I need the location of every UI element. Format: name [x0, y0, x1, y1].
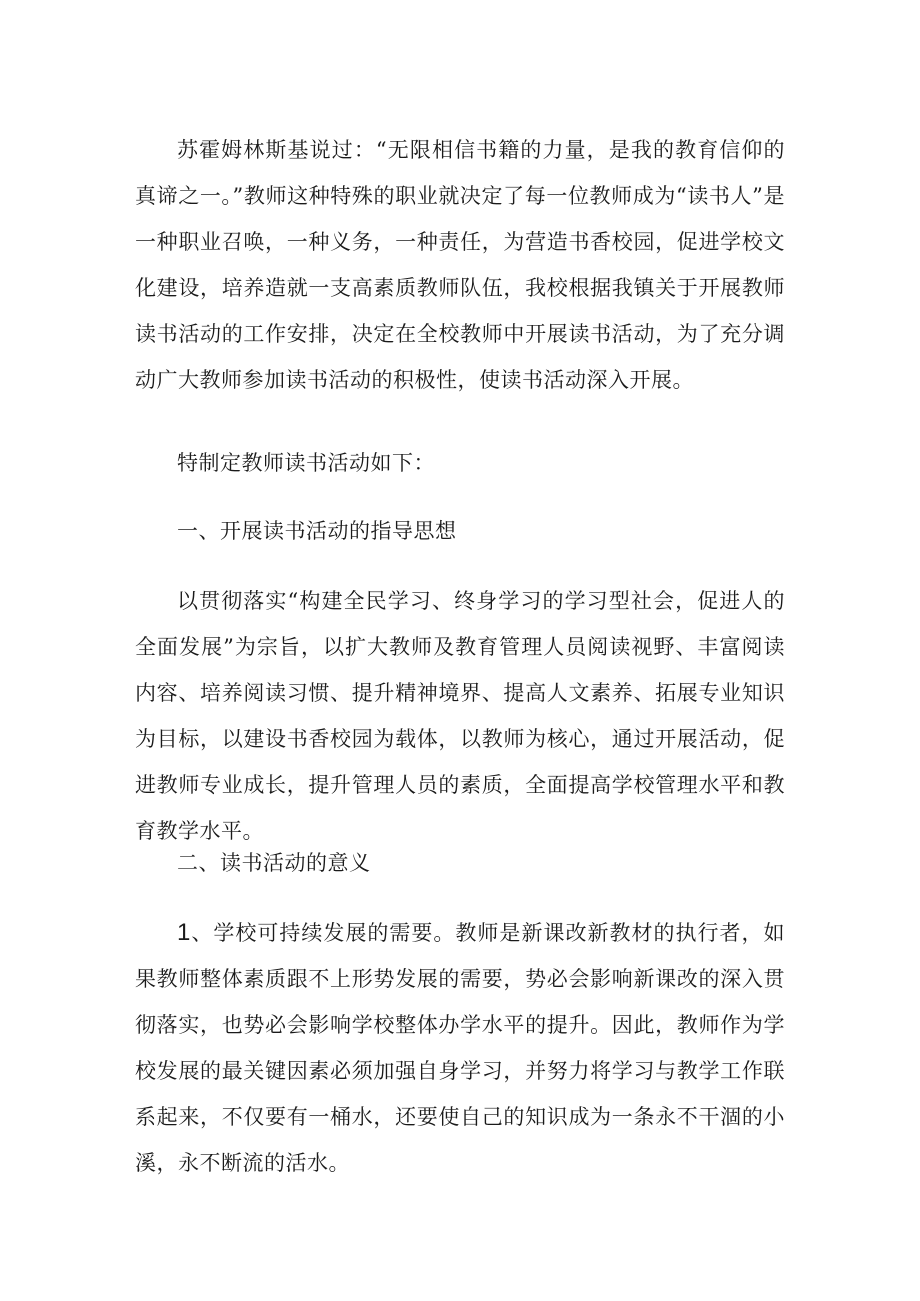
item-1-number: 1: [177, 919, 191, 946]
guiding-principle-paragraph: 以贯彻落实“构建全民学习、终身学习的学习型社会，促进人的全面发展”为宗旨，以扩大教师及教育管理人员阅读视野、丰富阅读内容、培养阅读习惯、提升精神境界、提高人文素养、拓展专业知识为目标，以建设书香校园为载体，以教师为核心，通过开展活动，促进教师专业成长，提升管理人员的素质，全面提高学校管理水平和教育教学水平。: [135, 589, 785, 843]
lead-in-paragraph: 特制定教师读书活动如下：: [177, 451, 435, 475]
item-1-text: 、学校可持续发展的需要。教师是新课改新教材的执行者，如果教师整体素质跟不上形势发展的需要，势必会影响新课改的深入贯彻落实，也势必会影响学校整体办学水平的提升。因此，教师作为学校发展的最关键因素必须加强自身学习，并努力将学习与教学工作联系起来，不仅要有一桶水，还要使自己的知识成为一条永不干涸的小溪，永不断流的活水。: [135, 921, 785, 1175]
item-1-paragraph: [135, 910, 785, 1186]
section-heading-1: 一、开展读书活动的指导思想: [177, 519, 457, 543]
section-heading-2: 二、读书活动的意义: [177, 851, 371, 875]
intro-paragraph: 苏霍姆林斯基说过：“无限相信书籍的力量，是我的教育信仰的真谛之一。”教师这种特殊的职业就决定了每一位教师成为“读书人”是一种职业召唤，一种义务，一种责任，为营造书香校园，促进学校文化建设，培养造就一支高素质教师队伍，我校根据我镇关于开展教师读书活动的工作安排，决定在全校教师中开展读书活动，为了充分调动广大教师参加读书活动的积极性，使读书活动深入开展。: [135, 138, 785, 392]
